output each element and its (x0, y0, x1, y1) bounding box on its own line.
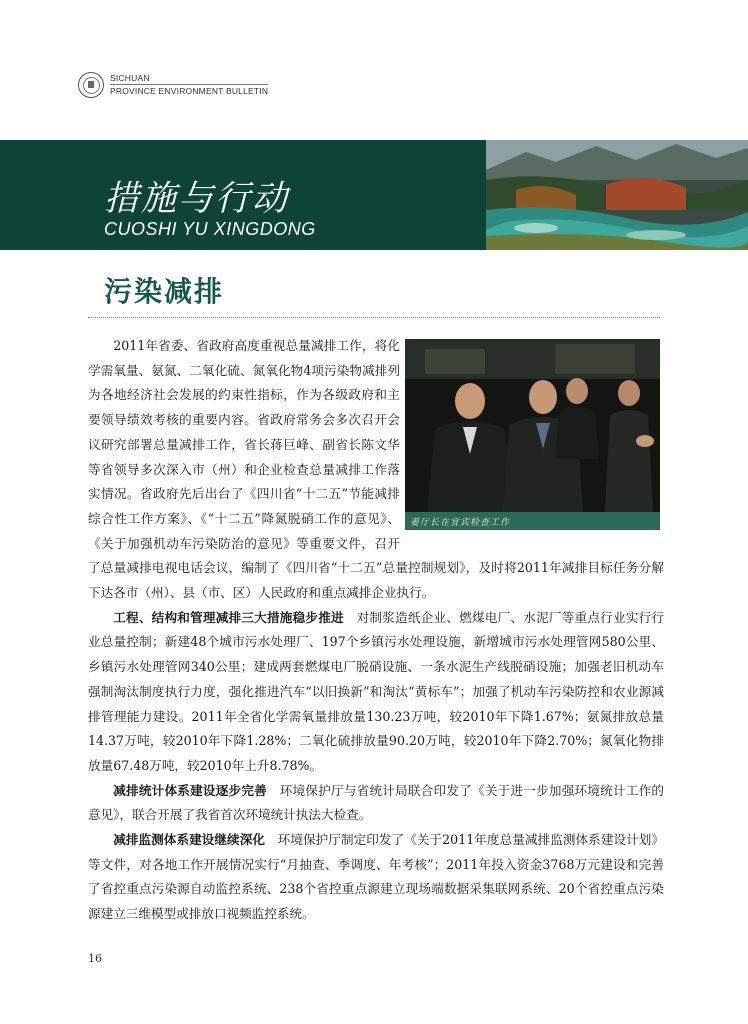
logo-line-1: SICHUAN (110, 73, 150, 83)
paragraph-1-text: 2011年省委、省政府高度重视总量减排工作，将化学需氧量、氨氮、二氧化硫、氮氧化物4项污染物减排列为各地经济社会发展的约束性指标，作为各级政府和主要领导绩效考核的重要内容。省政府常务会多次召开会议研究部署总量减排工作，省长蒋巨峰、副省长陈文华等省领导多次深入市（州）和企业检查总量减排工作落实情况。省政府先后出台了《四川省“十二五”节能减排综合性工作方案》、《“十二五”降氮脱硝工作的意见》、《关于加强机动车污染防治的意见》等重要文件，召开了总量减排电视电话会议，编制了《四川省“十二五”总量控制规划》，及时将2011年减排目标任务分解下达各市（州）、县（市、区）人民政府和重点减排企业执行。 (88, 338, 664, 601)
photo-wrap-spacer (400, 334, 664, 532)
logo-line-2: PROVINCE ENVIRONMENT BULLETIN (110, 86, 269, 96)
paragraph-2 (88, 606, 664, 779)
paragraph-4-lead: 减排监测体系建设继续深化 (113, 832, 266, 848)
page-number: 16 (88, 952, 102, 965)
chapter-banner (0, 140, 748, 250)
paragraph-3-text: 环境保护厅与省统计局联合印发了《关于进一步加强环境统计工作的意见》，联合开展了我省首次环境统计执法大检查。 (88, 782, 665, 823)
paragraph-4-text: 环境保护厅制定印发了《关于2011年度总量减排监测体系建设计划》等文件，对各地工作开展情况实行“月抽查、季调度、年考核”；2011年投入资金3768万元建设和完善了省控重点污染源自动监控系统、238个省控重点源建立现场端数据采集联网系统、20个省控重点污染源建立三维模型或排放口视频监控系统。 (88, 832, 665, 922)
photo-caption: 姜厅长在宜宾检查工作 (410, 518, 511, 528)
paragraph-4 (88, 828, 664, 927)
header-logo (78, 68, 268, 102)
section-title: 污染减排 (104, 275, 225, 308)
environment-emblem-icon (78, 72, 104, 98)
paragraph-3 (88, 779, 664, 828)
article-body (88, 334, 664, 927)
chapter-title: 措施与行动 (104, 179, 290, 219)
chapter-subtitle: CUOSHI YU XINGDONG (104, 219, 316, 239)
banner-landscape-photo (486, 140, 748, 250)
paragraph-2-lead: 工程、结构和管理减排三大措施稳步推进 (113, 609, 344, 625)
bulletin-name (110, 73, 268, 97)
section-divider (88, 317, 660, 318)
paragraph-2-text: 对制浆造纸企业、燃煤电厂、水泥厂等重点行业实行行业总量控制；新建48个城市污水处理厂、197个乡镇污水处理设施，新增城市污水处理管网580公里、乡镇污水处理管网340公里；建成两套燃煤电厂脱硝设施、一条水泥生产线脱硝设施；加强老旧机动车强制淘汰制度执行力度，强化推进汽车“以旧换新”和淘汰“黄标车”；加强了机动车污染防控和农业源减排管理能力建设。2011年全省化学需氧量排放量130.23万吨，较2010年下降1.67%；氨氮排放总量14.37万吨，较2010年下降1.28%；二氧化硫排放量90.20万吨，较2010年下降2.70%；氮氧化物排放量67.48万吨，较2010年上升8.78%。 (88, 609, 665, 773)
paragraph-3-lead: 减排统计体系建设逐步完善 (113, 782, 267, 798)
